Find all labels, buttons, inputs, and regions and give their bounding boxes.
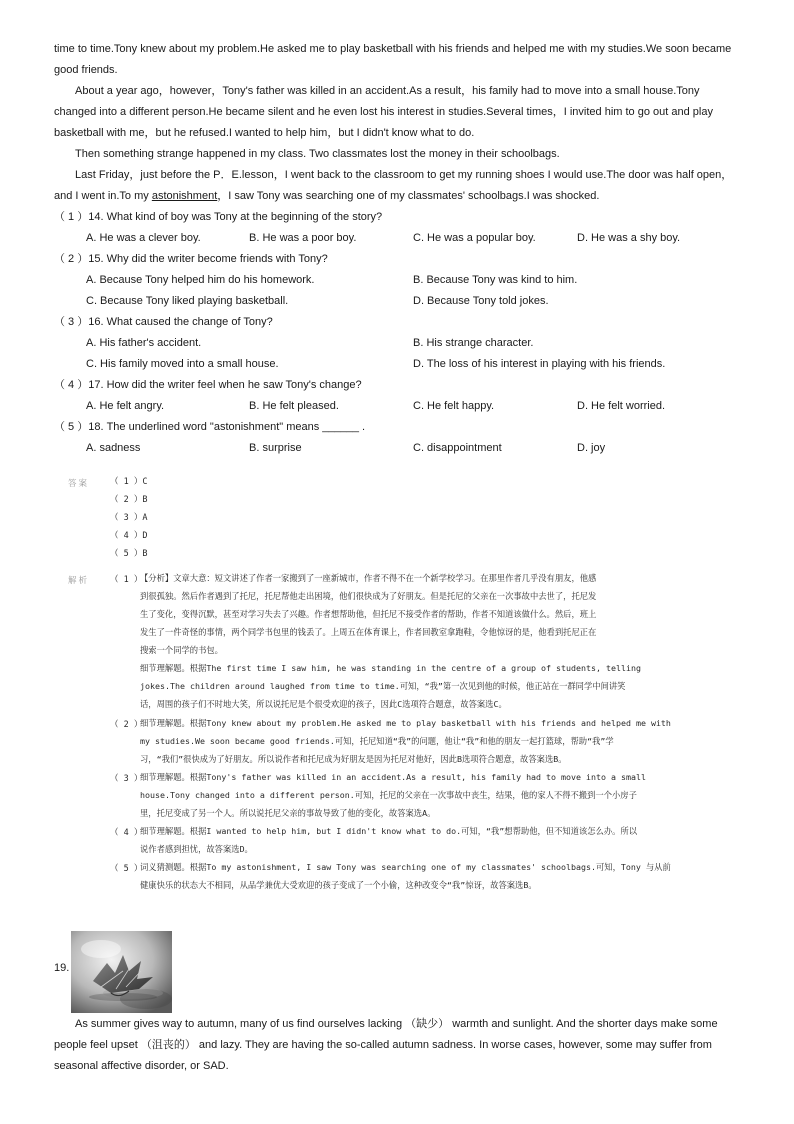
analysis-line: 健康快乐的状态大不相同，从品学兼优大受欢迎的孩子变成了一个小偷，这种改变令“我”惊讶，故答案选B。: [140, 880, 537, 890]
question-17: [54, 377, 362, 393]
question-19-number: 19.: [54, 962, 70, 974]
question-18: [54, 419, 365, 435]
answer-label: 答案: [68, 479, 90, 489]
analysis-5-number: （ 5 ）: [110, 864, 143, 874]
question-text: 15. Why did the writer become friends with Tony?: [88, 253, 328, 265]
option-a[interactable]: A. He was a clever boy.: [86, 232, 201, 244]
analysis-line: 细节理解题。根据Tony knew about my problem.He asked me to play basketball with his friends and helped me with: [140, 718, 671, 728]
analysis-2-number: （ 2 ）: [110, 720, 143, 730]
option-d[interactable]: D. He felt worried.: [577, 400, 666, 412]
leaf-on-water-image: [71, 931, 172, 1013]
analysis-4-number: （ 4 ）: [110, 828, 143, 838]
analysis-line: 细节理解题。根据I wanted to help him, but I didn't know what to do.可知，“我”想帮助他，但不知道该怎么办。所以: [140, 826, 638, 836]
analysis-line: 搜索一个同学的书包。: [140, 645, 223, 655]
question-number: （ 2 ）: [54, 253, 89, 265]
analysis-line: 发生了一件奇怪的事情，两个同学书包里的钱丢了。上周五在体育课上，作者回教室拿跑鞋，令他惊讶的是，他看到托尼正在: [140, 627, 597, 637]
analysis-line: jokes.The children around laughed from time to time.可知，“我”第一次见到他的时候，他正站在一群同学中间讲笑: [140, 681, 626, 691]
answer-5: （ 5 ）B: [110, 549, 148, 559]
analysis-1-number: （ 1 ）: [110, 575, 143, 585]
chinese-gloss: （缺少）: [405, 1018, 450, 1030]
question-text: 17. How did the writer feel when he saw Tony's change?: [88, 379, 362, 391]
option-c[interactable]: C. He felt happy.: [413, 400, 495, 412]
analysis-line: 到很孤独。然后作者遇到了托尼，托尼帮他走出困境，他们很快成为了好朋友。但是托尼的父亲在一次事故中去世了，托尼发: [140, 591, 597, 601]
analysis-line: house.Tony changed into a different person.可知，托尼的父亲在一次事故中丧生，结果，他的家人不得不搬到一个小房子: [140, 790, 637, 800]
leaf-photo: [71, 931, 172, 1013]
analysis-line: 生了变化，变得沉默，甚至对学习失去了兴趣。作者想帮助他，但托尼不接受作者的帮助，作者不知道该做什么。然后，班上: [140, 609, 597, 619]
answer-4: （ 4 ）D: [110, 531, 148, 541]
passage-paragraph-3: Then something strange happened in my class. Two classmates lost the money in their schoolbags.: [75, 148, 560, 160]
analysis-line: 话，周围的孩子们不时地大笑，所以说托尼是个很受欢迎的孩子，因此C选项符合题意，故答案选C。: [140, 699, 507, 709]
analysis-line: 细节理解题。根据The first time I saw him, he was standing in the centre of a group of students, telling: [140, 663, 641, 673]
option-b[interactable]: B. He felt pleased.: [249, 400, 339, 412]
question-number: （ 5 ）: [54, 421, 89, 433]
passage-paragraph-2: About a year ago，however，Tony's father was killed in an accident.As a result，his family had to move into a small house.Tony changed into a different person.He became silent and he even lost his interest in studies.Several times，I invited him to go out and play basketball with me，but he refused.I wanted to help him，but I didn't know what to do.: [54, 85, 713, 139]
analysis-line: 说作者感到担忧，故答案选D。: [140, 844, 253, 854]
option-a[interactable]: A. He felt angry.: [86, 400, 165, 412]
option-c[interactable]: C. He was a popular boy.: [413, 232, 536, 244]
question-14: [54, 209, 382, 225]
analysis-1: [140, 569, 730, 713]
option-a[interactable]: A. His father's accident.: [86, 337, 202, 349]
paragraph-4-text-end: ，I saw Tony was searching one of my classmates' schoolbags.I was shocked.: [217, 190, 600, 202]
option-d[interactable]: D. Because Tony told jokes.: [413, 295, 549, 307]
answer-2: （ 2 ）B: [110, 495, 148, 505]
analysis-line: 【分析】文章大意：短文讲述了作者一家搬到了一座新城市，作者不得不在一个新学校学习。在那里作者几乎没有朋友，他感: [140, 573, 597, 583]
analysis-line: 细节理解题。根据Tony's father was killed in an accident.As a result, his family had to move into a small: [140, 772, 646, 782]
analysis-line: 习，“我们”很快成为了好朋友。所以说作者和托尼成为好朋友是因为托尼对他好，因此B选项符合题意，故答案选B。: [140, 754, 567, 764]
analysis-2: [140, 714, 730, 768]
passage-text: As summer gives way to autumn, many of us find ourselves lacking: [75, 1018, 406, 1030]
analysis-line: 里，托尼变成了另一个人。所以说托尼父亲的事故导致了他的变化，故答案选A。: [140, 808, 436, 818]
passage-paragraph-1: time to time.Tony knew about my problem.He asked me to play basketball with his friends and helped me with my studies.We soon became good friends.: [54, 43, 732, 76]
analysis-3: [140, 768, 730, 822]
option-c[interactable]: C. His family moved into a small house.: [86, 358, 279, 370]
option-b[interactable]: B. surprise: [249, 442, 302, 454]
answer-1: （ 1 ）C: [110, 477, 148, 487]
chinese-gloss: （沮丧的）: [140, 1039, 196, 1051]
option-d[interactable]: D. joy: [577, 442, 606, 454]
option-c[interactable]: C. Because Tony liked playing basketball.: [86, 295, 289, 307]
option-b[interactable]: B. Because Tony was kind to him.: [413, 274, 578, 286]
option-b[interactable]: B. His strange character.: [413, 337, 534, 349]
option-d[interactable]: D. The loss of his interest in playing with his friends.: [413, 358, 666, 370]
question-15: [54, 251, 328, 267]
analysis-4: [140, 822, 730, 858]
question-number: （ 4 ）: [54, 379, 89, 391]
analysis-line: my studies.We soon became good friends.可知，托尼知道“我”的问题，他让“我”和他的朋友一起打篮球，帮助“我”学: [140, 736, 614, 746]
analysis-line: 词义猜测题。根据To my astonishment, I saw Tony was searching one of my classmates' schoolbags.可知，Tony 与从前: [140, 862, 671, 872]
question-number: （ 3 ）: [54, 316, 89, 328]
question-number: （ 1 ）: [54, 211, 89, 223]
option-c[interactable]: C. disappointment: [413, 442, 502, 454]
analysis-3-number: （ 3 ）: [110, 774, 143, 784]
paragraph-4-text-start: Last Friday，just before the P．E.lesson，I went back to the classroom to get my running shoes I would use.The door was half open，and I went in.To my: [54, 169, 733, 202]
option-a[interactable]: A. sadness: [86, 442, 141, 454]
option-a[interactable]: A. Because Tony helped him do his homework.: [86, 274, 315, 286]
question-16: [54, 314, 273, 330]
question-19-passage: [54, 1014, 744, 1077]
question-text: 18. The underlined word "astonishment" means ______ .: [88, 421, 366, 433]
option-d[interactable]: D. He was a shy boy.: [577, 232, 681, 244]
option-b[interactable]: B. He was a poor boy.: [249, 232, 357, 244]
underlined-word: astonishment: [151, 190, 218, 202]
answer-3: （ 3 ）A: [110, 513, 148, 523]
passage-paragraph-4: [54, 165, 744, 207]
passage-text: and lazy. They are having the so-called autumn sadness. In worse cases, however, some may suffer from seasonal affective disorder, or SAD.: [54, 1039, 712, 1072]
passage-text: warmth and sunlight. And the shorter days make some people feel upset: [54, 1018, 718, 1051]
question-text: 16. What caused the change of Tony?: [88, 316, 273, 328]
question-text: 14. What kind of boy was Tony at the beginning of the story?: [88, 211, 383, 223]
analysis-label: 解析: [68, 576, 90, 586]
analysis-5: [140, 858, 730, 894]
